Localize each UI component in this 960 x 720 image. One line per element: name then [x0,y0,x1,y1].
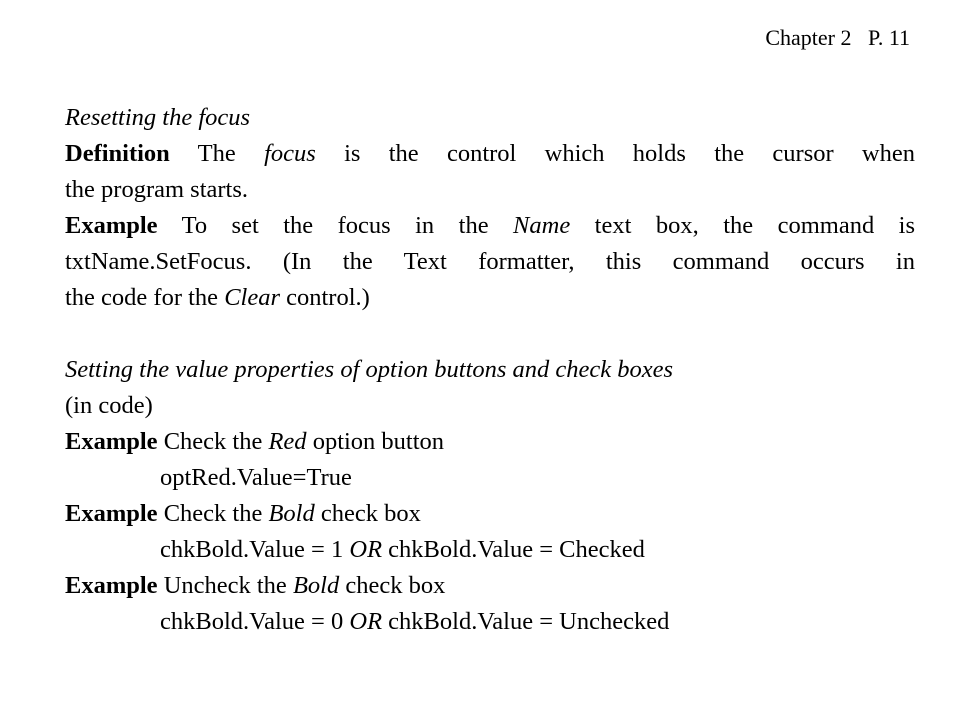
example-red-line [65,424,915,460]
example-bold-check-text-b: check box [314,500,421,527]
definition-text-the: The [169,140,265,167]
example-focus-clear-term: Clear [224,284,280,311]
example-focus-intro: To set the focus in the [157,212,514,239]
chapter-label: Chapter 2 [765,25,852,50]
code-bold-check-a: chkBold.Value = 1 [160,536,350,563]
code-bold-check-or: OR [349,536,383,563]
code-bold-uncheck-line [65,604,915,640]
definition-label: Definition [65,140,170,167]
page-header [765,20,910,56]
example-bold-uncheck-term: Bold [292,572,340,599]
example-focus-line3-a: the code for the [65,284,225,311]
code-bold-uncheck-or: OR [349,608,383,635]
example-bold-uncheck-text-b: check box [339,572,446,599]
document-body [65,100,915,640]
example-focus-after-name: text box, the command is [570,212,916,239]
definition-line-1 [65,136,915,172]
example-label: Example [65,572,158,599]
definition-text-rest: is the control which holds the cursor when [315,140,916,167]
page-number: P. 11 [868,25,910,50]
example-red-text-b: option button [306,428,445,455]
section-heading-value-text: Setting the value properties of option buttons and check boxes [65,356,674,383]
example-bold-uncheck-line [65,568,915,604]
paragraph-gap [65,316,915,352]
example-focus-line2-text: txtName.SetFocus. (In the Text formatter, this command occurs in [65,248,915,275]
code-bold-check-b: chkBold.Value = Checked [382,536,645,563]
section-heading-focus [65,100,915,136]
section-subheading-value [65,388,915,424]
example-red-text-a: Check the [157,428,269,455]
example-bold-check-line [65,496,915,532]
section-subheading-value-text: (in code) [65,392,153,419]
example-red-term: Red [268,428,307,455]
example-focus-line-1 [65,208,915,244]
example-bold-uncheck-text-a: Uncheck the [157,572,293,599]
example-label: Example [65,212,158,239]
example-label: Example [65,500,158,527]
definition-text-line2: the program starts. [65,176,249,203]
example-bold-check-text-a: Check the [157,500,269,527]
example-focus-line-2 [65,244,915,280]
section-heading-focus-text: Resetting the focus [65,104,251,131]
definition-focus-term: focus [264,140,316,167]
code-bold-uncheck-b: chkBold.Value = Unchecked [382,608,670,635]
code-red-line [65,460,915,496]
example-bold-check-term: Bold [268,500,315,527]
section-heading-value [65,352,915,388]
example-focus-name-term: Name [513,212,571,239]
example-focus-line-3 [65,280,915,316]
example-focus-line3-b: control.) [280,284,370,311]
code-red: optRed.Value=True [160,464,352,491]
example-label: Example [65,428,158,455]
code-bold-check-line [65,532,915,568]
definition-line-2 [65,172,915,208]
code-bold-uncheck-a: chkBold.Value = 0 [160,608,350,635]
